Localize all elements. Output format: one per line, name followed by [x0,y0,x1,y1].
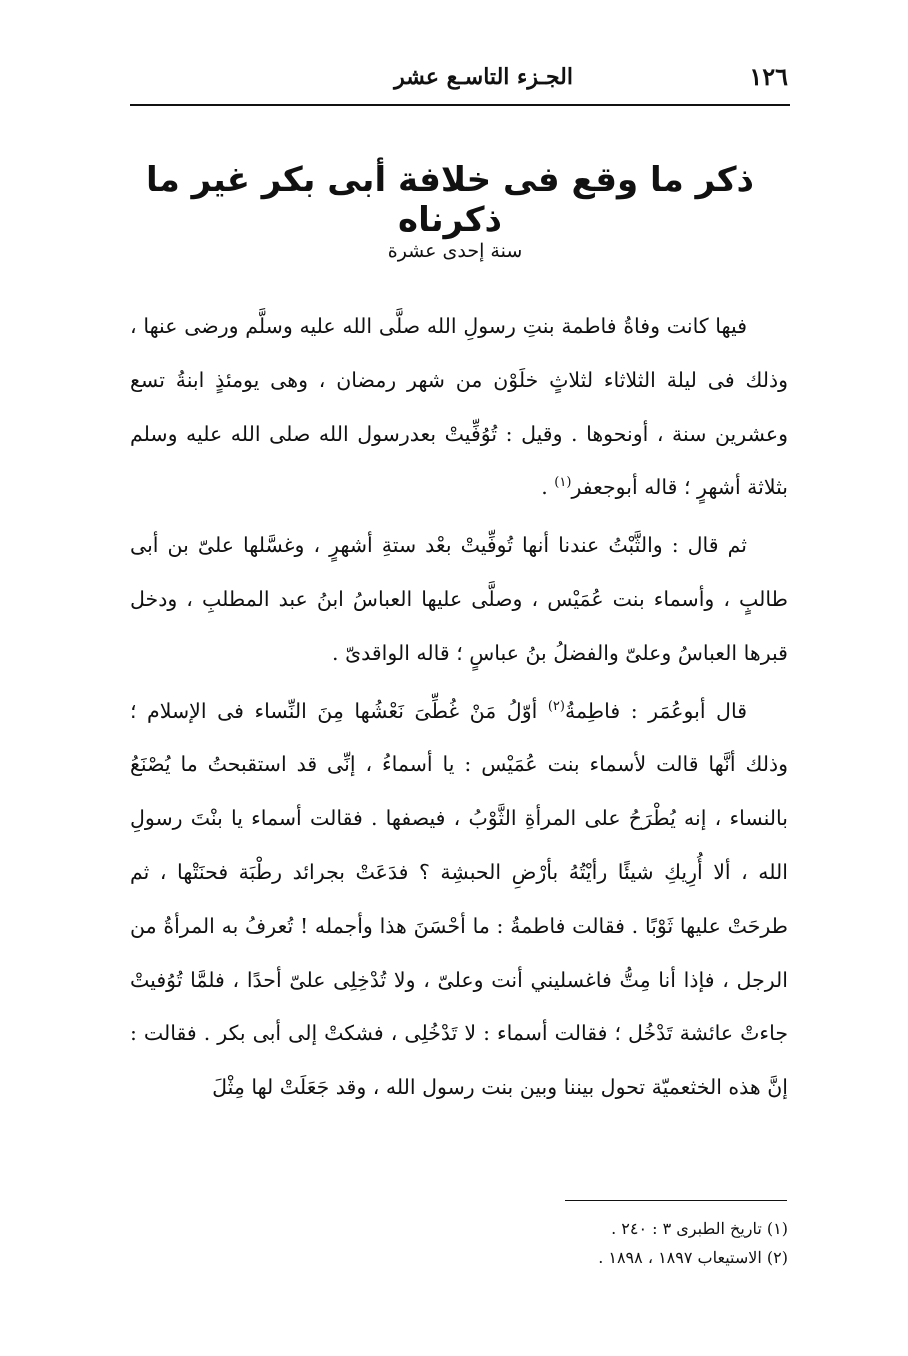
footnote-2: (٢) الاستيعاب ١٨٩٧ ، ١٨٩٨ . [598,1248,788,1267]
paragraph-3-tail: أوّلُ مَنْ غُطِّىَ نَعْشُها مِنَ النِّساء فى الإسلام ؛ وذلك أنَّها قالت لأسماء بنت عُمَيْس : يا أسماءُ ، إنِّى قد استقبحتُ ما يُصْنَعُ بالنساء ، إنه يُطْرَحُ على المرأةِ الثَّوْبُ ، فيصفها . فقالت أسماء يا بنْتَ رسولِ الله ، ألا أُرِيكِ شيئًا رأيْتُهُ بأرْضِ الحبشِة ؟ فدَعَتْ بجرائد رطْبَة فحنَتْها ، ثم طرحَتْ عليها ثَوْبًا . فقالت فاطمةُ : ما أحْسَنَ هذا وأجمله ! تُعرفُ به المرأةُ من الرجل ، فإذا أنا مِتُّ فاغسليني أنت وعلىّ ، ولا تُدْخِلِى علىّ أحدًا ، فلمَّا تُوُفيتْ جاءتْ عائشة تَدْخُل ؛ فقالت أسماء : لا تَدْخُلِى ، فشكتْ إلى أبى بكر . فقالت : إنَّ هذه الخثعميّة تحول بيننا وبين بنت رسول الله ، وقد جَعَلَتْ لها مِثْلَ [130,698,788,1100]
footnotes [400,1214,788,1272]
paragraph-1-tail: . [541,475,555,500]
year-heading: سنة إحدى عشرة [387,240,523,262]
footnote-1: (١) تاريخ الطبرى ٣ : ٢٤٠ . [611,1219,788,1238]
paragraph-1 [130,300,788,515]
paragraph-2 [130,519,788,680]
paragraph-2-text: ثم قال : والثَّبْتُ عندنا أنها تُوفِّيتْ بعْد ستةِ أشهرٍ ، وغسَّلها علىّ بن أبى طالبٍ ، وأسماء بنت عُمَيْس ، وصلَّى عليها العباسُ ابنُ عبد المطلبِ ، ودخل قبرها العباسُ وعلىّ والفضلُ بنُ عباسٍ ؛ قاله الواقدىّ . [130,533,788,665]
paragraph-3 [130,685,788,1115]
paragraph-3-text: قال أبوعُمَر : فاطِمةُ [564,698,747,723]
footnote-rule [565,1200,787,1201]
footnote-ref-2: (٢) [547,698,565,714]
body-text [130,300,788,1115]
footnote-ref-1: (١) [554,475,572,491]
page-header [130,62,788,96]
running-title: الجـزء التاسـع عشر [394,64,573,90]
page-number: ١٢٦ [749,62,788,91]
header-rule [130,104,790,106]
paragraph-1-text: فيها كانت وفاةُ فاطمة بنتِ رسولِ الله صلَّى الله عليه وسلَّم ورضى عنها ، وذلك فى ليلة الثلاثاء لثلاثٍ خلَوْن من شهر رمضان ، وهى يومئذٍ ابنةُ تسع وعشرين سنة ، أونحوها . وقيل : تُوُفِّيتْ بعدرسول الله صلى الله عليه وسلم بثلاثة أشهرٍ ؛ قاله أبوجعفر [130,314,788,500]
chapter-title: ذكر ما وقع فى خلافة أبى بكر غير ما ذكرناه [146,160,754,240]
